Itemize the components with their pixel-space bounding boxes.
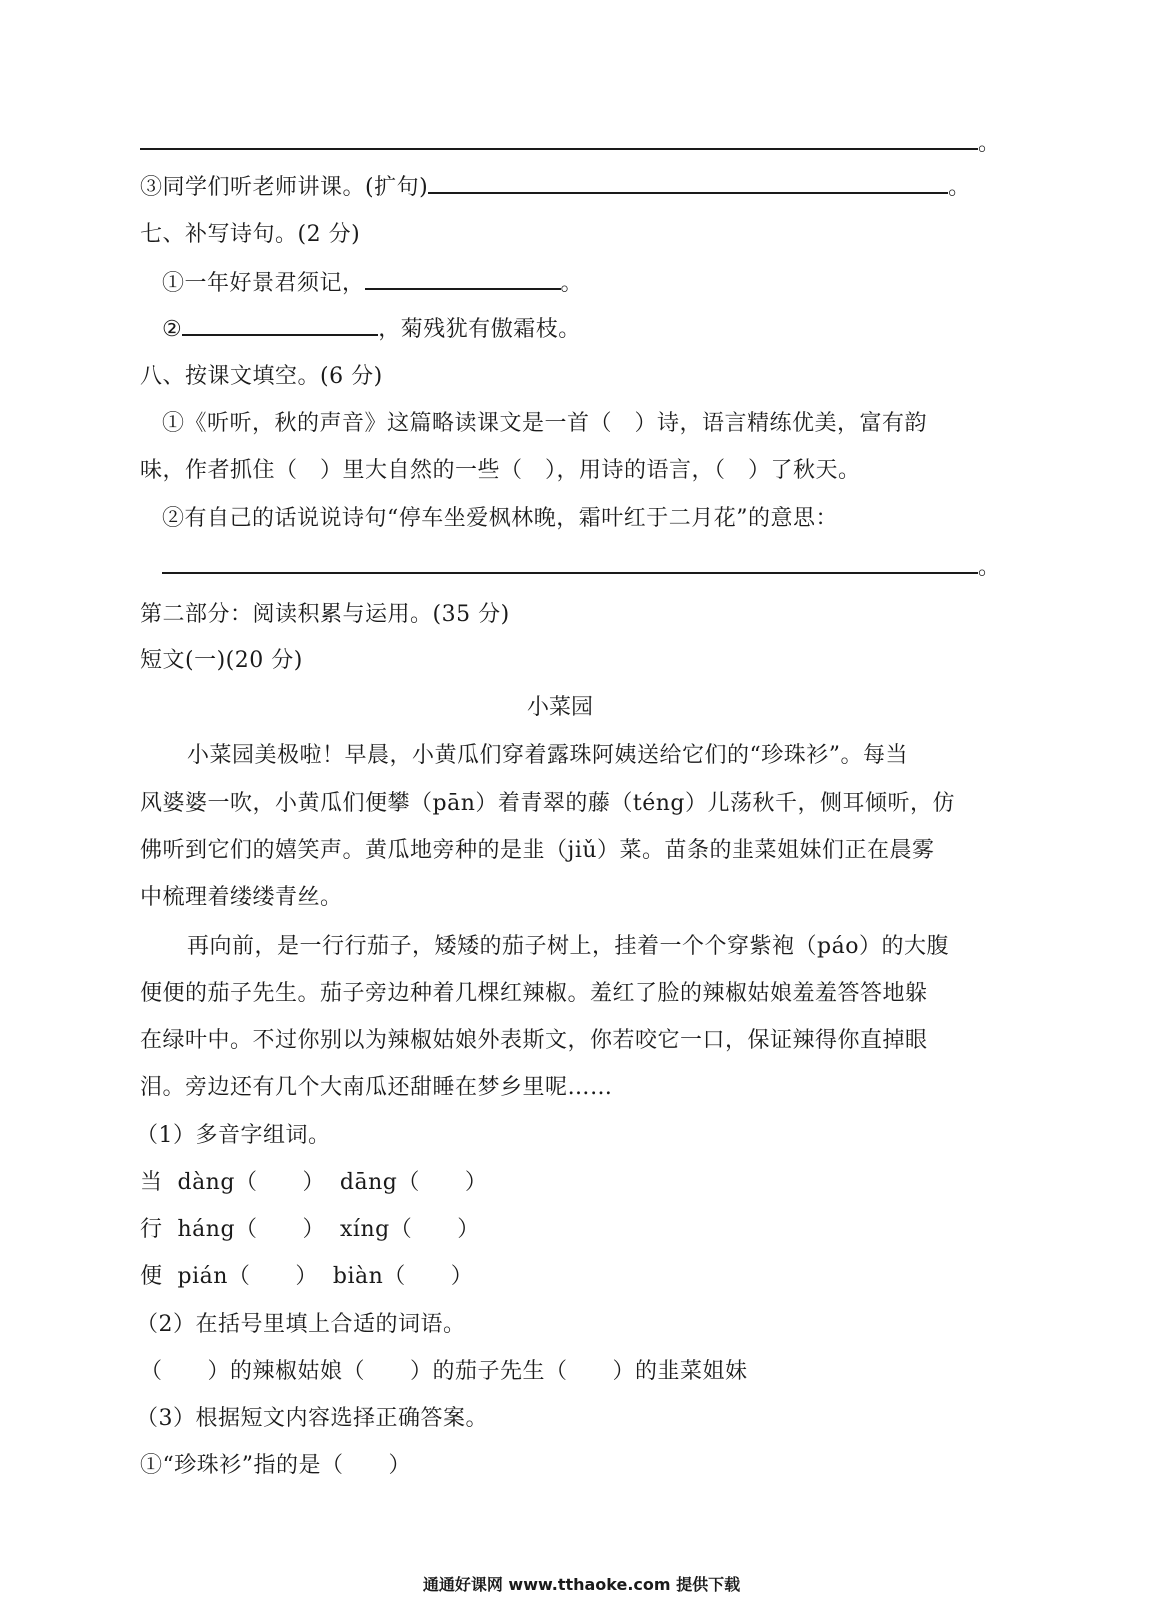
- period: 。: [560, 271, 584, 296]
- para1-line: 中梳理着缕缕青丝。: [140, 885, 343, 910]
- poem-line-text: ，菊残犹有傲霜枝。: [378, 317, 581, 342]
- para1-line: 小菜园美极啦！早晨，小黄瓜们穿着露珠阿姨送给它们的“珍珠衫”。每当: [187, 743, 908, 768]
- q1-heading: （1）多音字组词。: [136, 1123, 331, 1148]
- passage-title: 小菜园: [527, 695, 594, 720]
- q6-item-3: [140, 172, 971, 203]
- part-2-heading: 第二部分：阅读积累与运用。(35 分): [140, 602, 510, 627]
- period: 。: [978, 555, 1001, 580]
- section-7-heading: 七、补写诗句。(2 分): [140, 222, 361, 247]
- sec8-p2-line1: ②有自己的话说说诗句“停车坐爱枫林晚，霜叶红于二月花”的意思：: [162, 506, 838, 531]
- q3-heading: （3）根据短文内容选择正确答案。: [136, 1406, 488, 1431]
- period: 。: [948, 175, 971, 200]
- sec8-p1-line2: 味，作者抓住（ ）里大自然的一些（ ），用诗的语言，（ ）了秋天。: [140, 458, 861, 483]
- section-8-heading: 八、按课文填空。(6 分): [140, 364, 383, 389]
- sec8-p1-line1: ①《听听，秋的声音》这篇略读课文是一首（ ）诗，语言精练优美，富有韵: [162, 411, 928, 436]
- answer-blank[interactable]: [365, 268, 561, 290]
- answer-line-row: [162, 552, 1001, 583]
- para1-line: 佛听到它们的嬉笑声。黄瓜地旁种的是韭（jiǔ）菜。苗条的韭菜姐妹们正在晨雾: [140, 838, 935, 863]
- q1-row[interactable]: 便 pián（ ） biàn（ ）: [140, 1264, 474, 1289]
- poem-line-text: ①一年好景君须记，: [162, 271, 365, 296]
- answer-blank[interactable]: [182, 314, 378, 336]
- answer-blank[interactable]: [140, 128, 978, 150]
- footer-credit: 通通好课网 www.tthaoke.com 提供下载: [422, 1575, 741, 1594]
- sec7-line-1: [162, 268, 583, 299]
- sec7-line-2: [162, 314, 581, 345]
- para2-line: 泪。旁边还有几个大南瓜还甜睡在梦乡里呢……: [140, 1075, 613, 1100]
- para2-line: 在绿叶中。不过你别以为辣椒姑娘外表斯文，你若咬它一口，保证辣得你直掉眼: [140, 1028, 928, 1053]
- passage-1-heading: 短文(一)(20 分): [140, 648, 303, 673]
- q1-row[interactable]: 行 háng（ ） xíng（ ）: [140, 1217, 480, 1242]
- answer-blank[interactable]: [162, 552, 978, 574]
- answer-line-row: [140, 128, 1001, 159]
- q3-item-1[interactable]: ①“珍珠衫”指的是（ ）: [140, 1453, 411, 1478]
- q2-fill-line[interactable]: （ ）的辣椒姑娘（ ）的茄子先生（ ）的韭菜姐妹: [140, 1359, 748, 1384]
- para1-line: 风婆婆一吹，小黄瓜们便攀（pān）着青翠的藤（téng）儿荡秋千，侧耳倾听，仿: [140, 791, 955, 816]
- q6-item-3-text: ③同学们听老师讲课。(扩句): [140, 175, 429, 200]
- q2-heading: （2）在括号里填上合适的词语。: [136, 1312, 466, 1337]
- period: 。: [978, 131, 1001, 156]
- poem-line-number: ②: [162, 317, 183, 342]
- para2-line: 再向前，是一行行茄子，矮矮的茄子树上，挂着一个个穿紫袍（páo）的大腹: [187, 934, 949, 959]
- answer-blank[interactable]: [428, 172, 948, 194]
- q1-row[interactable]: 当 dàng（ ） dāng（ ）: [140, 1170, 488, 1195]
- para2-line: 便便的茄子先生。茄子旁边种着几棵红辣椒。羞红了脸的辣椒姑娘羞羞答答地躲: [140, 981, 928, 1006]
